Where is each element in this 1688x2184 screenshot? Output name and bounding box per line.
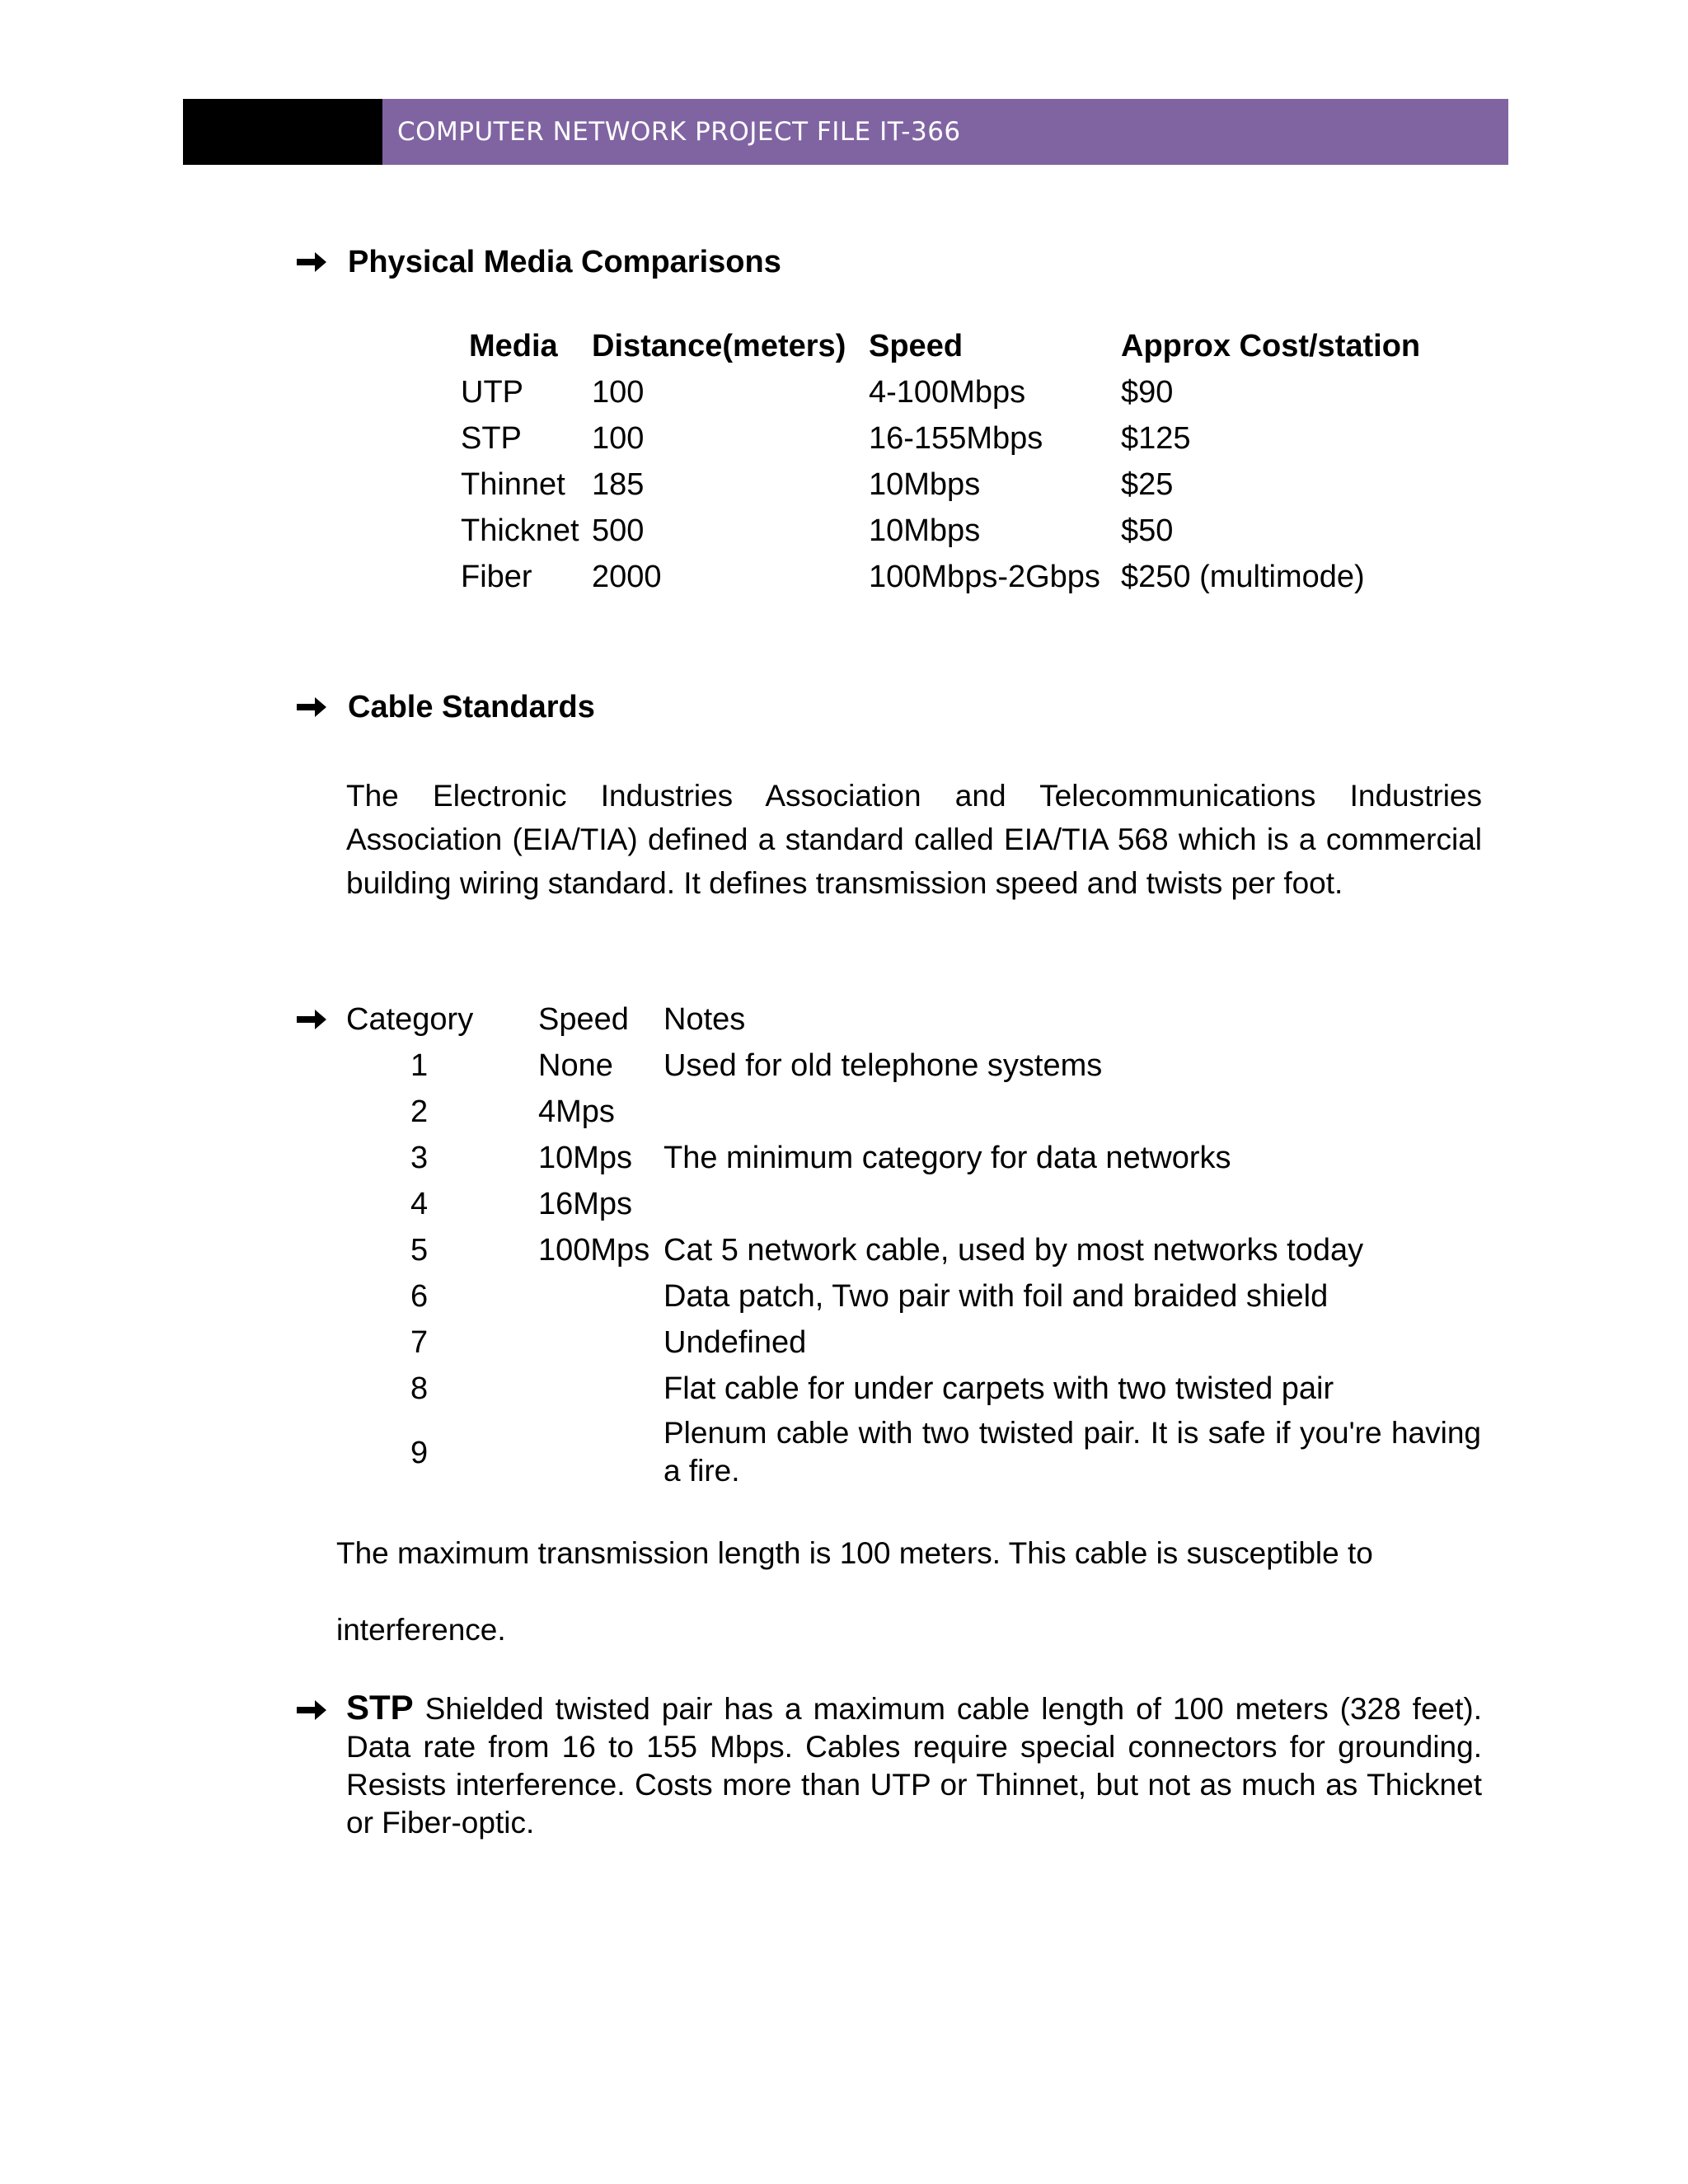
- table-cell: $125: [1121, 421, 1191, 456]
- cable-paragraph: The Electronic Industries Association and Telecommunications Industries Association (EIA/TIA) defined a standard called EIA/TIA 568 which is a commercial building wiring standard. It defines transmission speed and twists per foot.: [346, 779, 1482, 900]
- table-cell: 5: [410, 1233, 429, 1268]
- stp-paragraph: [346, 1689, 1482, 1842]
- table-cell: 100Mbps-2Gbps: [869, 560, 1100, 594]
- table-cell: 10Mbps: [869, 513, 981, 548]
- table-cell: 100: [592, 375, 645, 410]
- table-cell: Data patch, Two pair with foil and braided shield: [663, 1279, 1329, 1314]
- table-cell: 4-100Mbps: [869, 375, 1026, 410]
- table-cell: Thicknet: [461, 513, 579, 548]
- table-cell: 6: [410, 1279, 429, 1314]
- table-cell: The minimum category for data networks: [663, 1141, 1231, 1175]
- speed-col-header: Speed: [869, 329, 964, 363]
- table-cell: 2000: [592, 560, 662, 594]
- table-cell: 185: [592, 467, 645, 502]
- stp-label: STP: [346, 1688, 414, 1727]
- table-cell: 100Mps: [538, 1233, 650, 1268]
- speed-col-header: Speed: [538, 1002, 629, 1037]
- table-cell: 2: [410, 1094, 429, 1129]
- category-col-header: Category: [346, 1002, 474, 1037]
- table-cell: None: [538, 1048, 613, 1083]
- table-cell: 100: [592, 421, 645, 456]
- cost-col-header: Approx Cost/station: [1121, 329, 1421, 363]
- table-cell: STP: [461, 421, 522, 456]
- distance-col-header: Distance(meters): [592, 329, 846, 363]
- table-cell: 500: [592, 513, 645, 548]
- table-cell: $50: [1121, 513, 1174, 548]
- table-cell: Used for old telephone systems: [663, 1048, 1103, 1083]
- right-arrow-icon: [295, 246, 328, 279]
- table-cell: 16Mps: [538, 1187, 633, 1221]
- table-cell: Undefined: [663, 1325, 807, 1360]
- table-cell: Plenum cable with two twisted pair. It is safe if you're having a fire.: [663, 1416, 1481, 1488]
- transmission-line-2: interference.: [336, 1613, 506, 1647]
- table-cell: 7: [410, 1325, 429, 1360]
- table-cell: 8: [410, 1371, 429, 1406]
- right-arrow-icon: [295, 691, 328, 724]
- table-cell: 10Mbps: [869, 467, 981, 502]
- stp-text: Shielded twisted pair has a maximum cable length of 100 meters (328 feet). Data rate from 16 to 155 Mbps. Cables require special connectors for grounding. Resists interference. Costs more than UTP or Thinnet, but not as much as Thicknet or Fiber-optic.: [346, 1692, 1482, 1840]
- table-cell: UTP: [461, 375, 523, 410]
- table-cell: 9: [410, 1436, 429, 1470]
- table-cell: 16-155Mbps: [869, 421, 1043, 456]
- table-cell: Thinnet: [461, 467, 565, 502]
- table-cell: $90: [1121, 375, 1174, 410]
- table-cell: 10Mps: [538, 1141, 633, 1175]
- table-cell: Cat 5 network cable, used by most networks today: [663, 1233, 1364, 1268]
- header-title: COMPUTER NETWORK PROJECT FILE IT-366: [397, 117, 961, 147]
- notes-col-header: Notes: [663, 1002, 746, 1037]
- media-heading: Physical Media Comparisons: [348, 245, 781, 279]
- table-cell: 1: [410, 1048, 429, 1083]
- table-cell: 3: [410, 1141, 429, 1175]
- header-black-block: [183, 99, 382, 165]
- table-cell: Flat cable for under carpets with two twisted pair: [663, 1371, 1334, 1406]
- media-col-header: Media: [469, 329, 558, 363]
- table-cell: 4: [410, 1187, 429, 1221]
- table-cell: $250 (multimode): [1121, 560, 1365, 594]
- table-cell: Fiber: [461, 560, 532, 594]
- right-arrow-icon: [295, 1694, 328, 1727]
- table-cell: 4Mps: [538, 1094, 615, 1129]
- cable-heading: Cable Standards: [348, 690, 595, 724]
- table-cell: $25: [1121, 467, 1174, 502]
- right-arrow-icon: [295, 1003, 328, 1036]
- transmission-line-1: The maximum transmission length is 100 meters. This cable is susceptible to: [336, 1536, 1373, 1570]
